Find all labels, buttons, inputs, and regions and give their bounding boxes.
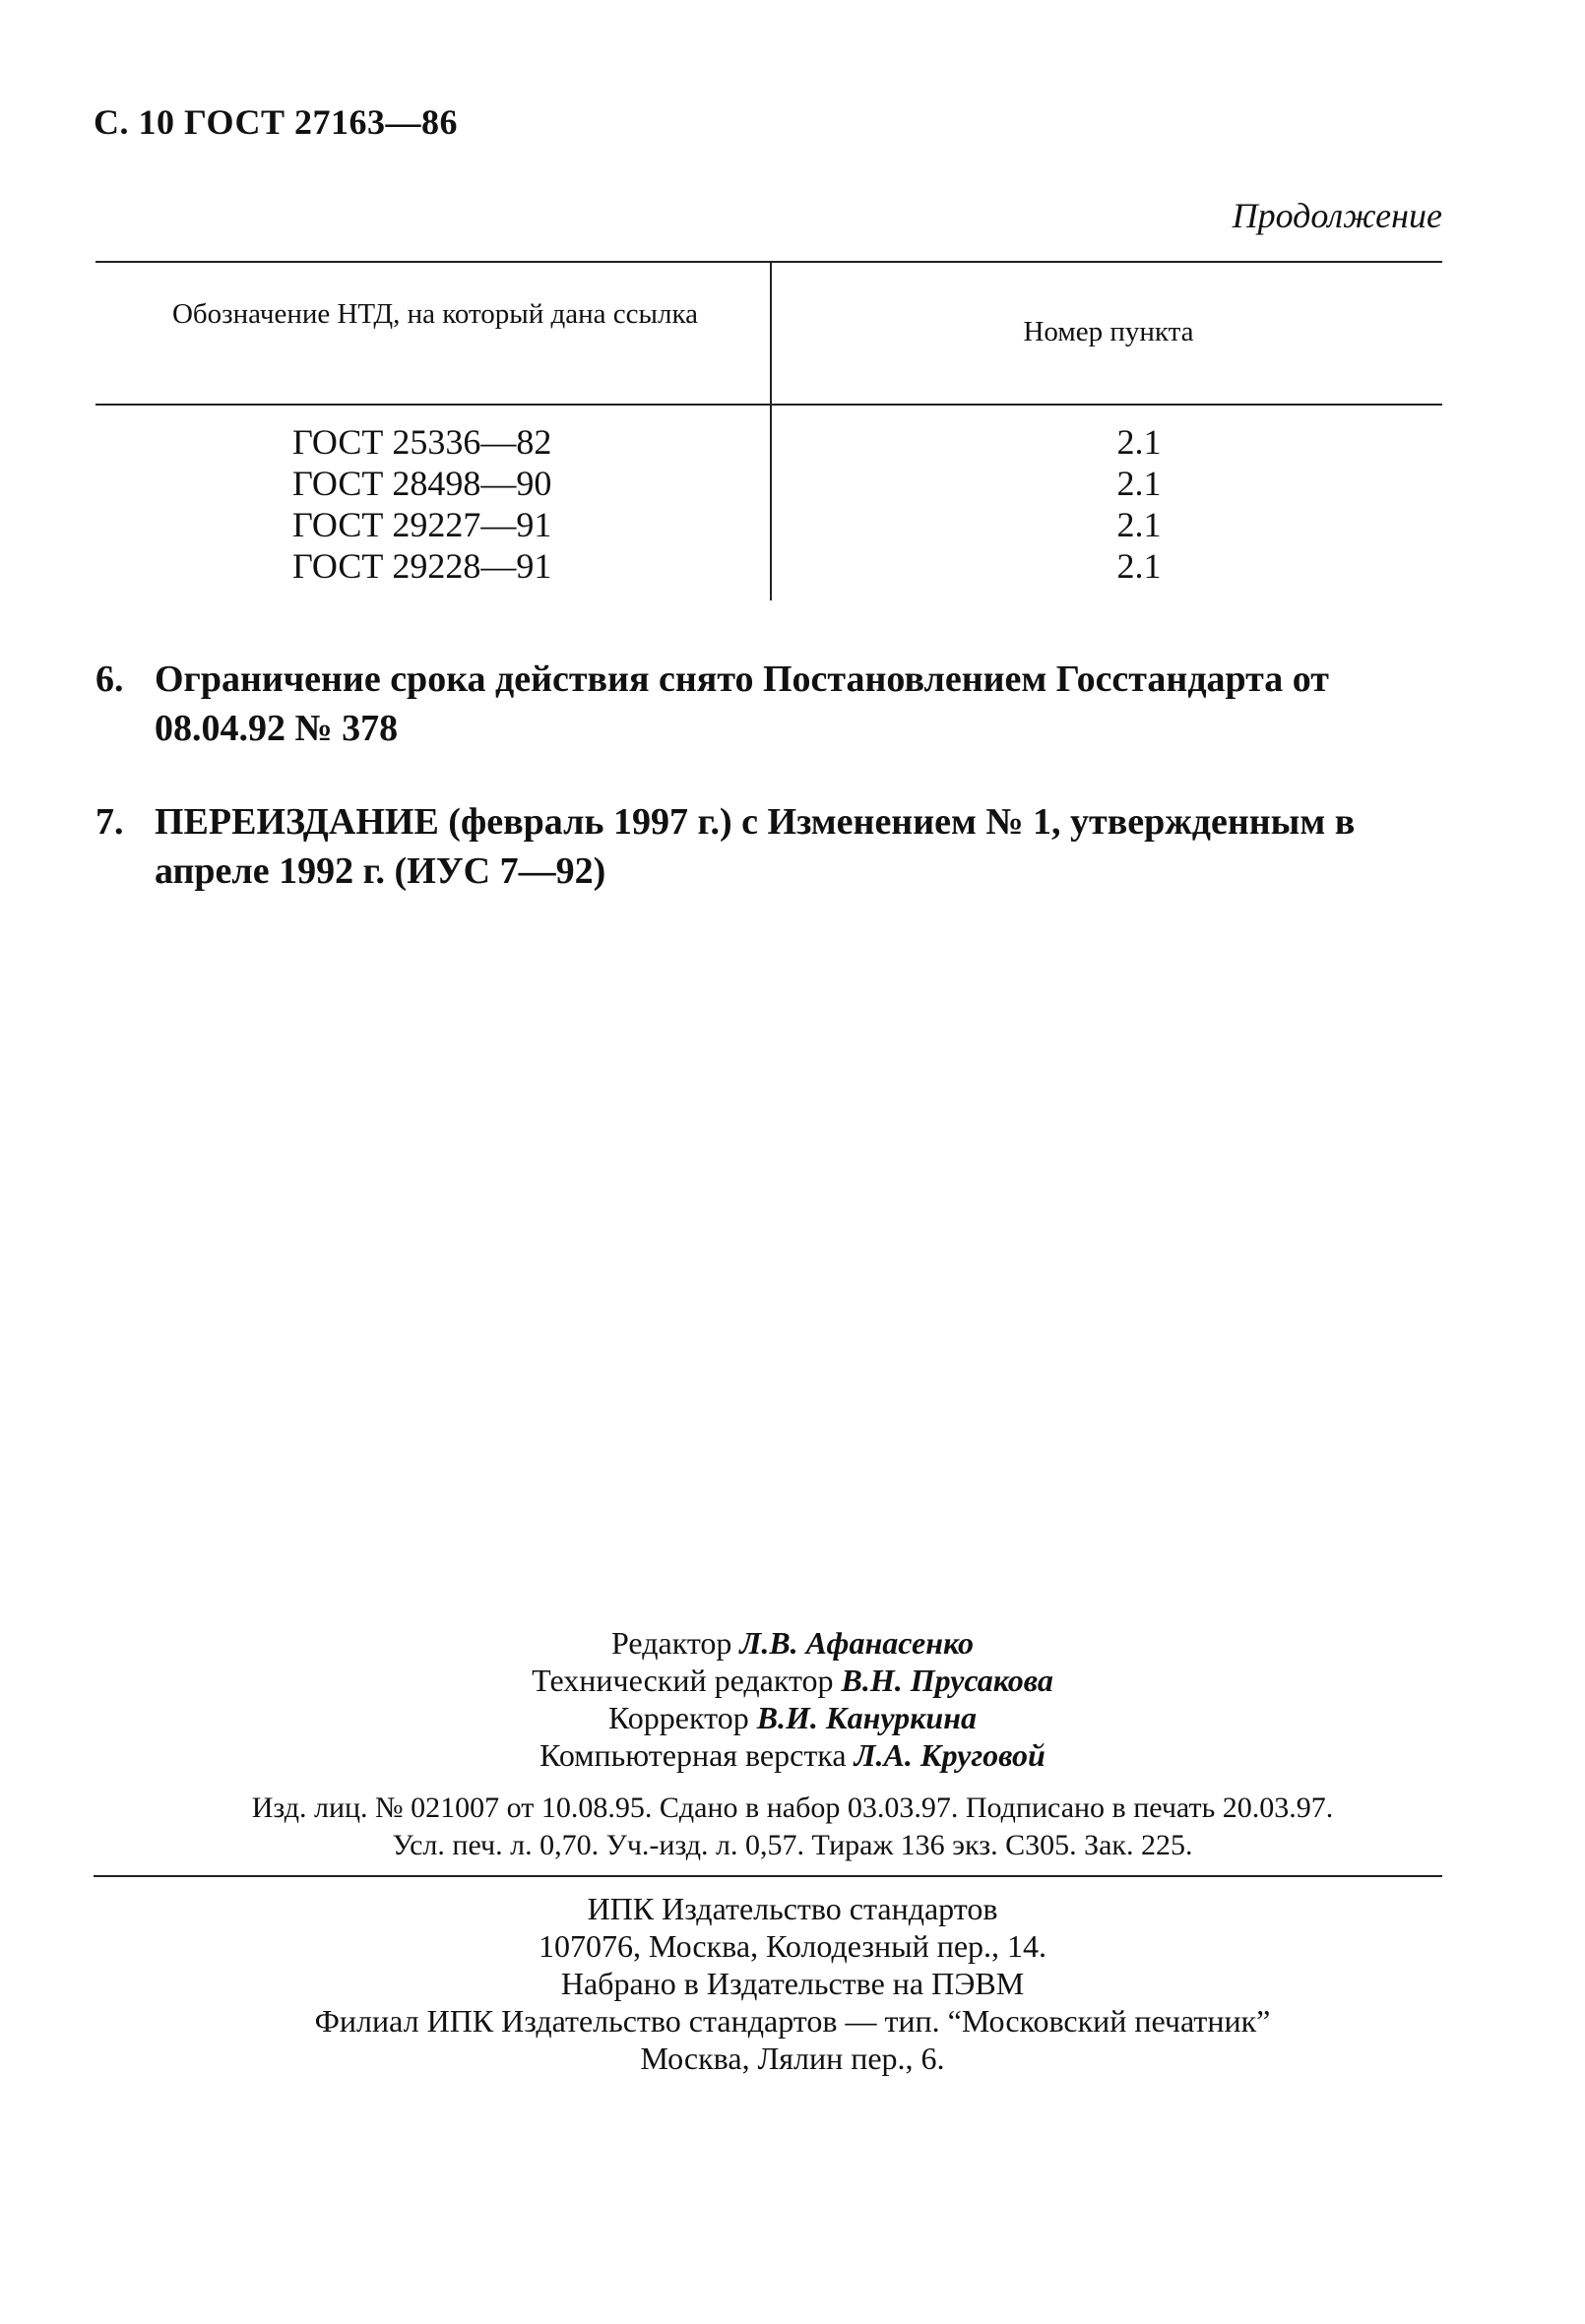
imprint-line: Усл. печ. л. 0,70. Уч.-изд. л. 0,57. Тираж 136 экз. С305. Зак. 225. bbox=[392, 1829, 1193, 1861]
page-header-title: С. 10 ГОСТ 27163—86 bbox=[94, 102, 458, 142]
credit-proofreader bbox=[0, 1699, 1585, 1736]
credits-block bbox=[0, 1624, 1585, 1774]
numbered-item-6 bbox=[95, 655, 1454, 753]
column-header-clause: Номер пункта bbox=[1023, 316, 1194, 347]
publisher-block bbox=[0, 1890, 1585, 2077]
clause-cell: 2.1 bbox=[1116, 464, 1162, 503]
table-top-rule bbox=[95, 261, 1442, 263]
item-number: 7. bbox=[95, 801, 124, 843]
publisher-line: 107076, Москва, Колодезный пер., 14. bbox=[538, 1928, 1047, 1964]
item-text: Ограничение срока действия снято Постановлением Госстандарта от 08.04.92 № 378 bbox=[155, 659, 1329, 749]
credit-person: Л.А. Круговой bbox=[854, 1737, 1046, 1773]
table-row bbox=[95, 421, 1442, 463]
credit-editor bbox=[0, 1624, 1585, 1662]
credit-role: Компьютерная верстка bbox=[539, 1737, 847, 1773]
imprint-divider bbox=[94, 1875, 1442, 1877]
credit-person: В.Н. Прусакова bbox=[841, 1663, 1053, 1698]
reference-cell: ГОСТ 29228—91 bbox=[292, 546, 552, 586]
continuation-label: Продолжение bbox=[1232, 196, 1442, 235]
imprint-block bbox=[0, 1790, 1585, 1864]
item-number: 6. bbox=[95, 659, 124, 700]
table-header-rule bbox=[95, 404, 1442, 406]
numbered-item-7 bbox=[95, 797, 1454, 896]
publisher-line: Москва, Лялин пер., 6. bbox=[640, 2041, 945, 2076]
table-row bbox=[95, 504, 1442, 545]
column-header-reference: Обозначение НТД, на который дана ссылка bbox=[171, 298, 699, 330]
credit-person: В.И. Кануркина bbox=[756, 1700, 977, 1735]
credit-layout bbox=[0, 1736, 1585, 1774]
clause-cell: 2.1 bbox=[1116, 505, 1162, 544]
reference-cell: ГОСТ 29227—91 bbox=[292, 505, 552, 544]
credit-technical-editor bbox=[0, 1662, 1585, 1699]
table-body bbox=[95, 421, 1442, 587]
publisher-line: Филиал ИПК Издательство стандартов — тип. “Московский печатник” bbox=[314, 2003, 1271, 2039]
item-text: ПЕРЕИЗДАНИЕ (февраль 1997 г.) с Изменением № 1, утвержденным в апреле 1992 г. (ИУС 7—92) bbox=[155, 801, 1356, 892]
credit-role: Редактор bbox=[611, 1625, 732, 1661]
publisher-line: ИПК Издательство стандартов bbox=[587, 1891, 998, 1926]
imprint-line: Изд. лиц. № 021007 от 10.08.95. Сдано в набор 03.03.97. Подписано в печать 20.03.97. bbox=[251, 1791, 1334, 1824]
credit-role: Технический редактор bbox=[532, 1663, 834, 1698]
clause-cell: 2.1 bbox=[1116, 546, 1162, 586]
clause-cell: 2.1 bbox=[1116, 422, 1162, 462]
credit-role: Корректор bbox=[608, 1700, 749, 1735]
reference-cell: ГОСТ 25336—82 bbox=[292, 422, 552, 462]
publisher-line: Набрано в Издательстве на ПЭВМ bbox=[560, 1966, 1025, 2001]
reference-cell: ГОСТ 28498—90 bbox=[292, 464, 552, 503]
table-row bbox=[95, 545, 1442, 587]
credit-person: Л.В. Афанасенко bbox=[739, 1625, 974, 1661]
table-row bbox=[95, 463, 1442, 504]
